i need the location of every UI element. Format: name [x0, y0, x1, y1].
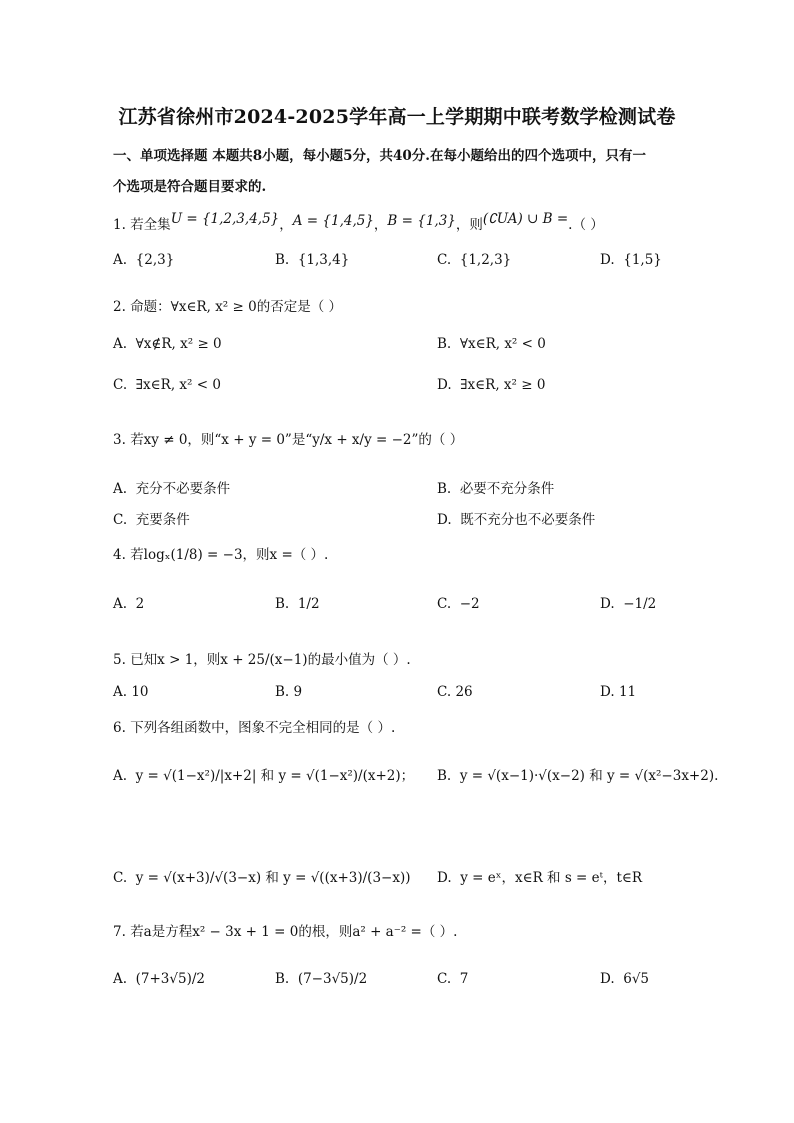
q7-option-b: B. (7−3√5)/2	[275, 971, 368, 987]
q1-option-a: A. {2,3}	[113, 252, 175, 268]
question-2-stem: 2. 命题：∀x∈R, x² ≥ 0的否定是（ ）	[113, 299, 342, 315]
q3-option-b: B. 必要不充分条件	[437, 481, 555, 497]
q7-option-c: C. 7	[437, 971, 469, 987]
q2-option-d: D. ∃x∈R, x² ≥ 0	[437, 377, 546, 393]
q3-option-c: C. 充要条件	[113, 512, 190, 528]
section-header-line2: 个选项是符合题目要求的.	[113, 179, 267, 195]
section-header-line1: 一、单项选择题 本题共8小题，每小题5分，共40分.在每小题给出的四个选项中，只有一	[113, 148, 646, 164]
question-1-stem: 1. 若全集U = {1,2,3,4,5}，A = {1,4,5}，B = {1,3}，则(∁UA) ∪ B =.（ ）	[113, 211, 604, 233]
question-5-stem: 5. 已知x > 1，则x + 25/(x−1)的最小值为（ ）.	[113, 652, 411, 668]
q6-option-b: B. y = √(x−1)·√(x−2) 和 y = √(x²−3x+2).	[437, 768, 719, 784]
q4-option-c: C. −2	[437, 596, 480, 612]
q6-option-c: C. y = √(x+3)/√(3−x) 和 y = √((x+3)/(3−x))	[113, 870, 411, 886]
q2-option-c: C. ∃x∈R, x² < 0	[113, 377, 221, 393]
q6-option-a: A. y = √(1−x²)/|x+2| 和 y = √(1−x²)/(x+2)；	[113, 768, 415, 784]
q5-option-d: D. 11	[600, 684, 637, 700]
set-b: B = {1,3}	[387, 213, 456, 229]
stem-text: 若全集	[130, 217, 171, 233]
set-a: A = {1,4,5}	[292, 213, 374, 229]
question-6-stem: 6. 下列各组函数中，图象不完全相同的是（ ）.	[113, 720, 396, 736]
question-4-stem: 4. 若logₓ(1/8) = −3，则x =（ ）.	[113, 547, 329, 563]
q2-option-b: B. ∀x∈R, x² < 0	[437, 336, 546, 352]
q7-option-d: D. 6√5	[600, 971, 650, 987]
q5-option-b: B. 9	[275, 684, 303, 700]
set-expression: (∁UA) ∪ B =	[482, 211, 569, 227]
question-7-stem: 7. 若a是方程x² − 3x + 1 = 0的根，则a² + a⁻² =（ ）.	[113, 924, 458, 940]
q4-option-d: D. −1/2	[600, 596, 657, 612]
question-3-stem: 3. 若xy ≠ 0，则“x + y = 0”是“y/x + x/y = −2”的（ ）	[113, 432, 464, 448]
q4-option-a: A. 2	[113, 596, 145, 612]
question-number: 1.	[113, 217, 126, 233]
q7-option-a: A. (7+3√5)/2	[113, 971, 205, 987]
q5-option-c: C. 26	[437, 684, 473, 700]
set-u: U = {1,2,3,4,5}	[170, 211, 280, 227]
q1-option-c: C. {1,2,3}	[437, 252, 512, 268]
page-title: 江苏省徐州市2024-2025学年高一上学期期中联考数学检测试卷	[118, 106, 676, 128]
q1-option-d: D. {1,5}	[600, 252, 662, 268]
stem-text-b: ，则	[455, 217, 483, 233]
q1-option-b: B. {1,3,4}	[275, 252, 350, 268]
q3-option-d: D. 既不充分也不必要条件	[437, 512, 596, 528]
stem-end: .（ ）	[568, 217, 604, 233]
q4-option-b: B. 1/2	[275, 596, 320, 612]
q2-option-a: A. ∀x∉R, x² ≥ 0	[113, 336, 222, 352]
q5-option-a: A. 10	[113, 684, 149, 700]
q6-option-d: D. y = eˣ，x∈R 和 s = eᵗ，t∈R	[437, 870, 643, 886]
q3-option-a: A. 充分不必要条件	[113, 481, 231, 497]
